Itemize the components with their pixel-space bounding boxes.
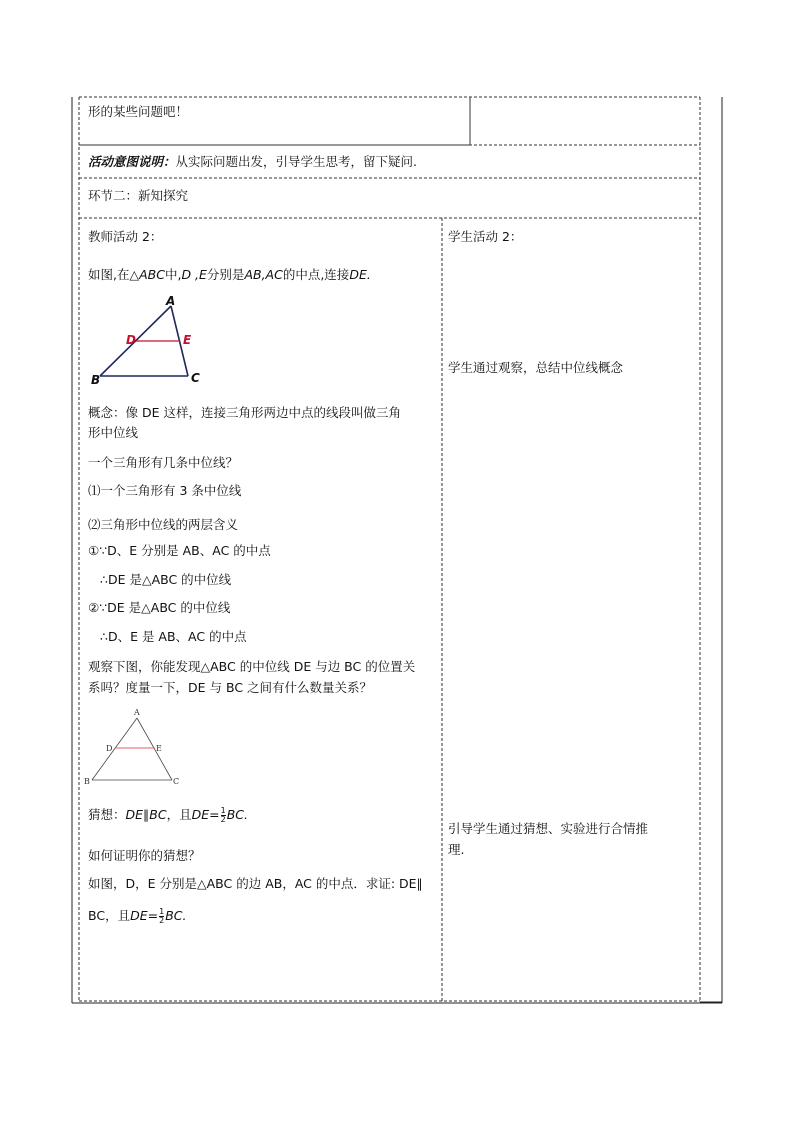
point-2 xyxy=(88,516,238,534)
student-heading: 学生活动 2： xyxy=(448,229,523,244)
concept-line-2: 形中位线 xyxy=(88,425,139,440)
label-d-2: D xyxy=(106,744,113,753)
reason-line-d: ∴D、E 是 AB、AC 的中点 xyxy=(100,629,247,644)
point-1-text: 一个三角形有 3 条中位线 xyxy=(100,483,242,498)
label-a-2: A xyxy=(134,708,140,717)
reason-line-a: ①∵D、E 分别是 AB、AC 的中点 xyxy=(88,543,271,558)
student-activity-1: 学生通过观察，总结中位线概念 xyxy=(448,360,624,375)
guess-and: ，且 xyxy=(166,807,192,822)
label-b-1: B xyxy=(91,373,101,387)
label-e-1: E xyxy=(183,333,192,347)
fraction-numerator-2: 1 xyxy=(159,907,165,916)
teacher-intro xyxy=(88,266,371,284)
intent-row xyxy=(88,153,417,171)
observe-line-1: 观察下图，你能发现△ABC 的中位线 DE 与边 BC 的位置关 xyxy=(88,659,416,674)
fraction-denominator: 2 xyxy=(220,815,226,824)
observe-line-2: 系吗？度量一下，DE 与 BC 之间有什么数量关系？ xyxy=(88,680,373,695)
guess-parallel: DE∥BC xyxy=(125,807,167,822)
guess-label: 猜想： xyxy=(88,807,126,822)
fraction-numerator: 1 xyxy=(220,806,226,815)
point-1-num: ⑴ xyxy=(88,483,101,498)
point-2-text: 三角形中位线的两层含义 xyxy=(100,517,239,532)
guess-bc: BC. xyxy=(226,807,248,822)
intro-de: D ,E xyxy=(181,267,207,282)
proof-bc-2: BC. xyxy=(165,908,187,923)
student-activity-2-line-1: 引导学生通过猜想、实验进行合情推 xyxy=(448,821,649,836)
label-a-1: A xyxy=(166,294,176,308)
triangle-figure-1 xyxy=(86,290,216,390)
guess-line xyxy=(88,806,248,824)
intent-label: 活动意图说明： xyxy=(88,154,176,169)
fraction-half-2 xyxy=(159,908,164,925)
reason-line-c: ②∵DE 是△ABC 的中位线 xyxy=(88,600,231,615)
label-b-2: B xyxy=(84,777,90,786)
row1-text: 形的某些问题吧！ xyxy=(88,104,189,119)
label-e-2: E xyxy=(156,744,162,753)
teacher-heading: 教师活动 2： xyxy=(88,229,163,244)
reason-line-b: ∴DE 是△ABC 的中位线 xyxy=(100,572,232,587)
label-c-2: C xyxy=(173,777,180,786)
concept-line-1: 概念：像 DE 这样，连接三角形两边中点的线段叫做三角 xyxy=(88,405,401,420)
question-proof: 如何证明你的猜想？ xyxy=(88,848,201,863)
proof-de: DE= xyxy=(130,908,159,923)
intro-abc: ABC xyxy=(139,267,165,282)
point-2-num: ⑵ xyxy=(88,517,101,532)
intro-part: 中, xyxy=(164,267,182,282)
intro-part: 分别是 xyxy=(206,267,245,282)
intro-abac: AB,AC xyxy=(244,267,283,282)
point-1 xyxy=(88,482,241,500)
label-c-1: C xyxy=(191,371,200,385)
proof-line-2 xyxy=(88,907,186,925)
fraction-denominator-2: 2 xyxy=(159,916,165,925)
section-title: 环节二：新知探究 xyxy=(88,188,189,203)
student-activity-2-line-2: 理. xyxy=(448,842,465,857)
intent-text: 从实际问题出发，引导学生思考，留下疑问. xyxy=(175,154,417,169)
intro-de2: DE. xyxy=(349,267,371,282)
guess-de: DE= xyxy=(191,807,220,822)
question-midline-count: 一个三角形有几条中位线？ xyxy=(88,455,239,470)
intro-part: 如图,在△ xyxy=(88,267,140,282)
triangle-figure-2 xyxy=(80,704,190,792)
proof-bc: BC，且 xyxy=(88,908,131,923)
label-d-1: D xyxy=(126,333,136,347)
fraction-half xyxy=(221,807,226,824)
intro-part: 的中点,连接 xyxy=(282,267,350,282)
proof-line-1: 如图，D，E 分别是△ABC 的边 AB，AC 的中点．求证: DE∥ xyxy=(88,876,423,891)
